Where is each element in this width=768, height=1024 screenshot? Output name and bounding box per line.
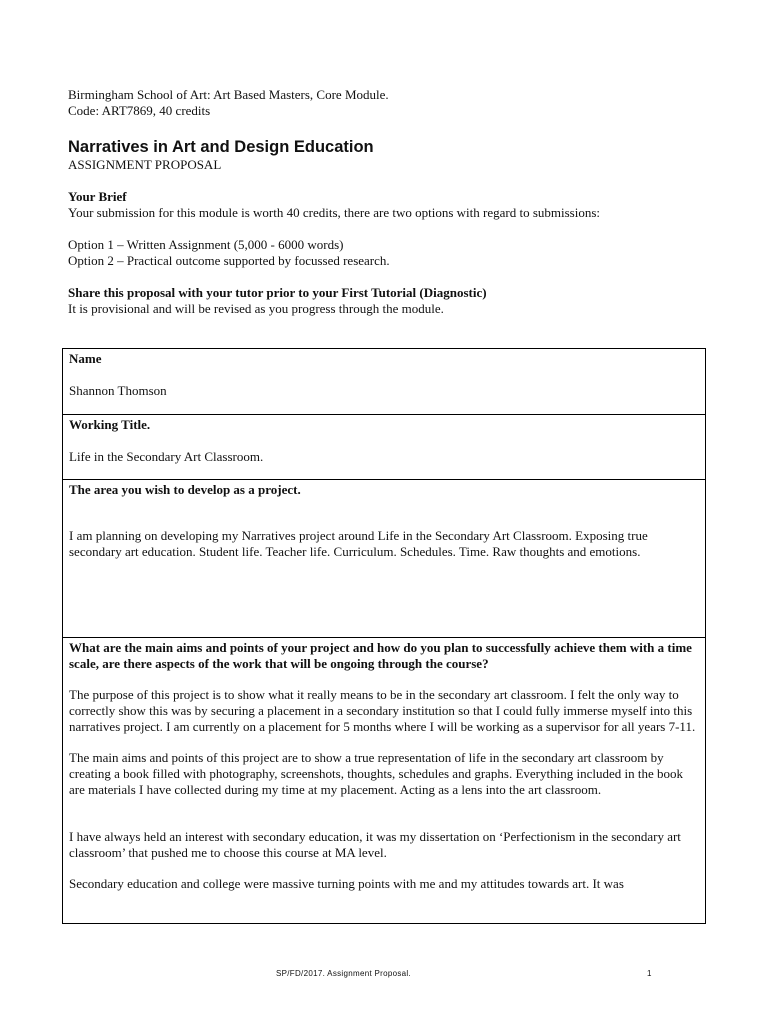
page-footer <box>0 969 768 983</box>
brief-heading: Your Brief <box>68 189 127 204</box>
working-title-value: Life in the Secondary Art Classroom. <box>69 449 264 464</box>
footer-label: SP/FD/2017. Assignment Proposal. <box>276 969 411 978</box>
name-value: Shannon Thomson <box>69 383 167 398</box>
area-label: The area you wish to develop as a project. <box>69 482 301 497</box>
option-2: Option 2 – Practical outcome supported by focussed research. <box>68 253 390 268</box>
share-note: It is provisional and will be revised as you progress through the module. <box>68 301 444 316</box>
school-line: Birmingham School of Art: Art Based Masters, Core Module. <box>68 87 389 102</box>
document-header <box>68 87 708 317</box>
working-title-label: Working Title. <box>69 417 151 432</box>
document-title: Narratives in Art and Design Education <box>68 138 374 156</box>
document-subtitle: ASSIGNMENT PROPOSAL <box>68 157 222 172</box>
working-title-row <box>63 414 705 479</box>
aims-paragraph: The purpose of this project is to show what it really means to be in the secondary art classroom. I felt the only way to correctly show this was by securing a placement in a secondary institution so that I could fully immerse myself into this narratives project. I am currently on a placement for 5 months where I will be working as a supervisor for all years 7-11. <box>69 687 696 734</box>
name-row <box>63 349 705 414</box>
aims-paragraph: Secondary education and college were massive turning points with me and my attitudes towards art. It was <box>69 876 624 891</box>
area-row <box>63 479 705 637</box>
aims-row <box>63 637 705 923</box>
page-number: 1 <box>647 969 652 978</box>
name-label: Name <box>69 351 102 366</box>
aims-label: What are the main aims and points of your project and how do you plan to successfully achieve them with a time scale, are there aspects of the work that will be ongoing through the course? <box>69 640 692 671</box>
share-heading: Share this proposal with your tutor prior to your First Tutorial (Diagnostic) <box>68 285 487 300</box>
proposal-table <box>62 348 706 924</box>
aims-paragraph: I have always held an interest with secondary education, it was my dissertation on ‘Perfectionism in the secondary art classroom’ that pushed me to choose this course at MA level. <box>69 829 681 860</box>
module-code: Code: ART7869, 40 credits <box>68 103 211 118</box>
aims-paragraph: The main aims and points of this project are to show a true representation of life in the secondary art classroom by creating a book filled with photography, screenshots, thoughts, schedules and graphs. Everything included in the book are materials I have collected during my time at my placement. Acting as a lens into the art classroom. <box>69 750 683 797</box>
option-1: Option 1 – Written Assignment (5,000 - 6000 words) <box>68 237 344 252</box>
area-value: I am planning on developing my Narratives project around Life in the Secondary Art Classroom. Exposing true secondary art education. Student life. Teacher life. Curriculum. Schedules. Time. Raw thoughts and emotions. <box>69 528 648 559</box>
brief-intro: Your submission for this module is worth 40 credits, there are two options with regard to submissions: <box>68 205 601 220</box>
